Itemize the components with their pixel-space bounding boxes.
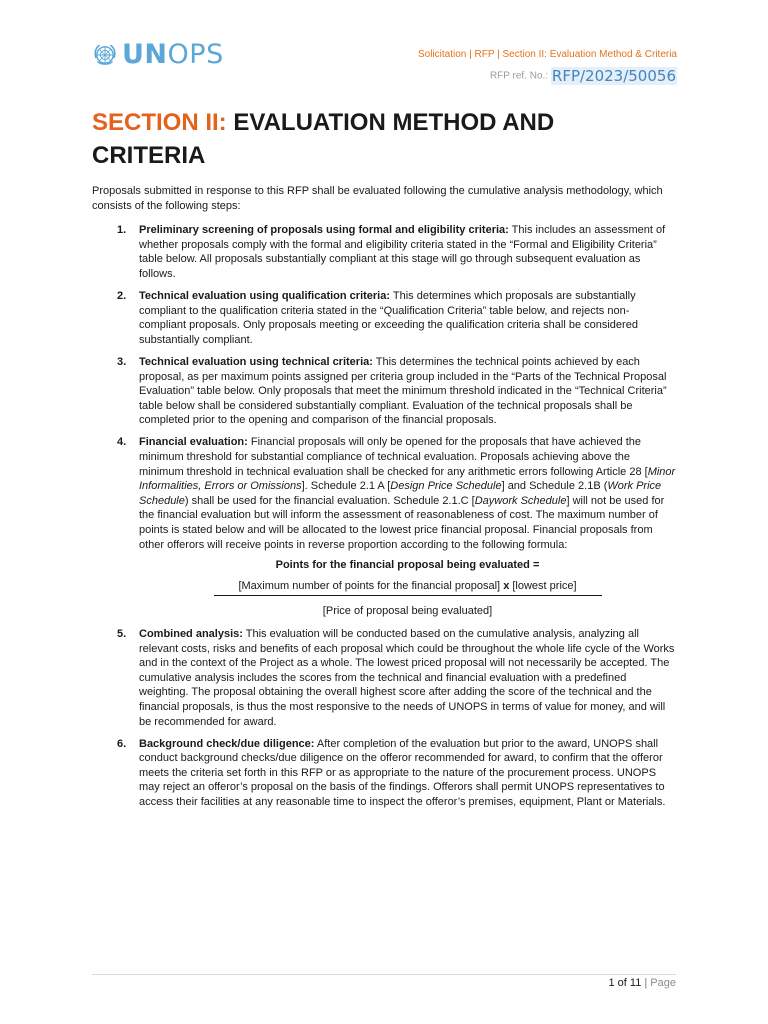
ref-value-field[interactable]: RFP/2023/50056: [551, 67, 676, 85]
step-text: ] will not be used for the financial evaluation but will inform the assessment of reasonableness of cost. The maximum number of points is stated below and will be allocated to the lowest price financial proposal. Financial proposals from other offerors will receive points in reverse proportion according to the following formula:: [139, 494, 665, 551]
title-prefix: SECTION II:: [92, 109, 227, 136]
list-item: [92, 627, 676, 729]
title-main: EVALUATION METHOD AND CRITERIA: [92, 109, 555, 169]
step-text: This determines which proposals are substantially compliant to the qualification criteria stated in the “Qualification Criteria” table below, and rejects non-compliant proposals. Only proposals meeting or exceeding the qualification criteria shall be considered substantially compliant.: [139, 290, 638, 346]
list-item: [92, 289, 676, 347]
step-number: 5.: [117, 627, 127, 640]
logo-text-bold: UN: [122, 39, 168, 70]
page-number: 1 of 11: [608, 977, 642, 989]
schedule-name: Design Price Schedule: [390, 480, 502, 493]
step-heading: Combined analysis:: [139, 627, 243, 640]
step-text: ] and Schedule 2.1B (: [501, 480, 608, 493]
page-label: Page: [650, 977, 676, 989]
step-number: 4.: [117, 436, 127, 449]
rfp-reference: [418, 67, 677, 85]
step-text: After completion of the evaluation but prior to the award, UNOPS shall conduct background checks/due diligence on the offeror recommended for award, to confirm that the offeror meets the criteria set forth in this RFP or as appropriate to the nature of the procurement process. UNOPS may reject an offeror’s proposal on the basis of the findings. Offerors shall permit UNOPS representatives to access their facilities at any reasonable time to inspect the offeror’s premises, equipment, Plant or Materials.: [139, 737, 666, 808]
step-text: Financial proposals will only be opened for the proposals that have achieved the minimum threshold for substantial compliance of technical evaluation. Proposals achieving above the minimum threshold in technical evaluation shall be checked for any arithmetic errors following Article 28 [: [139, 436, 648, 478]
schedule-name: Daywork Schedule: [474, 494, 567, 507]
step-heading: Financial evaluation:: [139, 436, 248, 449]
step-heading: Background check/due diligence:: [139, 737, 315, 750]
logo-text-light: OPS: [167, 39, 224, 70]
formula-denominator: [Price of proposal being evaluated]: [322, 605, 493, 618]
logo-wordmark: [122, 39, 224, 70]
document-body: [92, 184, 676, 817]
breadcrumb: Solicitation | RFP | Section II: Evaluation Method & Criteria: [417, 49, 677, 60]
step-text: This includes an assessment of whether proposals comply with the formal and eligibility criteria stated in the “Formal and Eligibility Criteria” table below. All proposals substantially compliant at this stage will go through subsequent evaluation as follows.: [139, 224, 666, 280]
un-emblem-icon: [92, 42, 118, 68]
step-number: 3.: [117, 355, 127, 368]
list-item: [92, 435, 676, 619]
formula-numerator: [139, 579, 676, 594]
intro-paragraph: Proposals submitted in response to this RFP shall be evaluated following the cumulative analysis methodology, which consists of the following steps:: [92, 185, 663, 212]
unops-logo: [92, 39, 224, 70]
header-meta: [418, 48, 677, 85]
list-item: [92, 737, 676, 810]
step-number: 6.: [117, 737, 127, 750]
numerator-term: [Maximum number of points for the financial proposal]: [238, 579, 504, 592]
step-heading: Technical evaluation using technical criteria:: [139, 355, 373, 368]
step-text: This evaluation will be conducted based on the cumulative analysis, analyzing all relevant costs, risks and benefits of each proposal which could be throughout the whole life cycle of the Works and in the context of the Project as a whole. The lowest priced proposal will not necessarily be accepted. The cumulative analysis includes the scores from the technical and financial evaluation with a predefined weighting. The proposal obtaining the overall highest score after adding the score of the technical and the financial proposals, is thus the most responsive to the needs of UNOPS in terms of value for money, and will be recommended for award.: [139, 627, 675, 728]
step-heading: Preliminary screening of proposals using formal and eligibility criteria:: [139, 224, 509, 237]
formula-title: Points for the financial proposal being evaluated =: [275, 559, 540, 572]
footer-separator: |: [644, 977, 648, 989]
page-title: [92, 106, 652, 172]
schedule-name: Work Price Schedule: [139, 480, 662, 507]
list-item: [92, 355, 676, 428]
evaluation-steps-list: [92, 223, 676, 809]
step-heading: Technical evaluation using qualification criteria:: [139, 290, 391, 303]
article-reference: Minor Informalities, Errors or Omissions: [139, 465, 676, 493]
step-number: 2.: [117, 290, 127, 303]
numerator-term: [lowest price]: [509, 579, 577, 592]
financial-formula: [139, 558, 676, 619]
multiply-sign: x: [503, 579, 510, 592]
list-item: [92, 223, 676, 281]
fraction-line: [214, 595, 602, 596]
step-text: ) shall be used for the financial evaluation. Schedule 2.1.C [: [184, 494, 475, 507]
page-footer: [608, 976, 676, 990]
ref-label: RFP ref. No.:: [489, 70, 549, 82]
step-text: This determines the technical points achieved by each proposal, as per maximum points assigned per criteria group included in the “Parts of the Technical Proposal Evaluation” table below. Only proposals that meet the minimum threshold indicated in the “Technical Criteria” table below shall be considered substantially compliant. Evaluation of the technical proposals shall be completed prior to the opening and comparison of the financial proposals.: [139, 355, 667, 427]
footer-divider: [92, 974, 676, 975]
step-number: 1.: [117, 224, 127, 237]
step-text: ]. Schedule 2.1 A [: [301, 480, 391, 493]
